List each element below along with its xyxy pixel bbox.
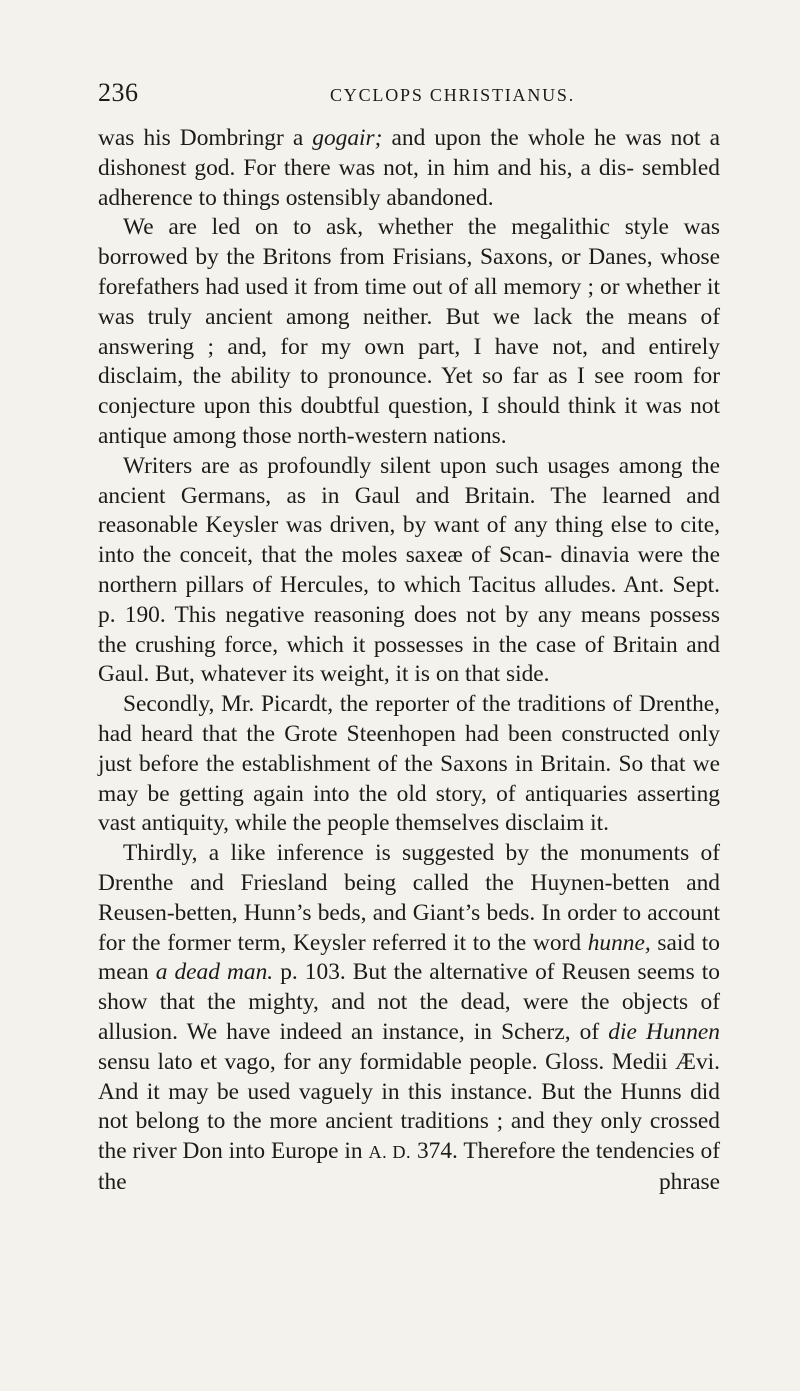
- paragraph-1-italic-gogair: gogair;: [312, 125, 383, 151]
- page-number: 236: [98, 78, 139, 107]
- paragraph-5-text-i: 374. Therefore the tendencies of the phrase: [98, 1138, 721, 1195]
- paragraph-5-italic-dead-man: a dead man.: [155, 959, 274, 986]
- paragraph-4: Secondly, Mr. Picardt, the reporter of the traditions of Drenthe, had heard that the Grote Steenhopen had been constructed only just before the establishment of the Saxons in Britain. So that we may be getting again into the old story, of antiquaries asserting vast antiquity, while the people themselves disclaim it.: [98, 691, 720, 837]
- paragraph-5-italic-hunne: hunne,: [587, 929, 651, 956]
- paragraph-5-text-a: Thirdly, a like inference is suggested by the monuments of Drenthe and Friesland being called the Huynen-betten and Reusen-betten, Hunn’s beds, and Giant’s beds. In order to account for the former term, Keysler referred it to the word: [98, 840, 720, 956]
- running-title: CYCLOPS CHRISTIANUS.: [330, 85, 576, 105]
- paragraph-5-italic-die-hunnen: die Hunnen: [608, 1018, 721, 1045]
- paragraph-5-anno-domini: A. D.: [368, 1142, 412, 1163]
- paragraph-2: We are led on to ask, whether the megalithic style was borrowed by the Britons from Frisians, Saxons, or Danes, whose forefathers had used it from time out of all memory ; or whether it was truly ancient among neither. But we lack the means of answering ; and, for my own part, I have not, and entirely disclaim, the ability to pronounce. Yet so far as I see room for conjecture upon this doubtful question, I should think it was not antique among those north-western nations.: [98, 214, 720, 449]
- page-header: [98, 78, 718, 110]
- paragraph-1: [98, 124, 720, 213]
- paragraph-1-text-c: and upon the whole he was not a dishonest god. For there was not, in him and his, a dis- sembled adherence to things ostensibly abandoned.: [98, 125, 720, 211]
- paragraph-5-text-e: p. 103. But the alternative of Reusen seems to show that the mighty, and not the dead, were the objects of allusion. We have indeed an instance, in Scherz, of: [98, 959, 720, 1045]
- paragraph-5-text-g: sensu lato et vago, for any formidable people. Gloss. Medii Ævi. And it may be used vaguely in this instance. But the Hunns did not belong to the more ancient traditions ; and they only crossed the river Don into Europe in: [98, 1048, 720, 1165]
- paragraph-5: [98, 839, 720, 1198]
- paragraph-3: Writers are as profoundly silent upon such usages among the ancient Germans, as in Gaul and Britain. The learned and reasonable Keysler was driven, by want of any thing else to cite, into the conceit, that the moles saxeæ of Scan- dinavia were the northern pillars of Hercules, to which Tacitus alludes. Ant. Sept. p. 190. This negative reasoning does not by any means possess the crushing force, which it possesses in the case of Britain and Gaul. But, whatever its weight, it is on that side.: [98, 452, 720, 688]
- paragraph-1-text-a: was his Dombringr a: [98, 125, 313, 151]
- body-text: [98, 124, 720, 1198]
- paragraph-5-text-c: said to mean: [98, 929, 720, 986]
